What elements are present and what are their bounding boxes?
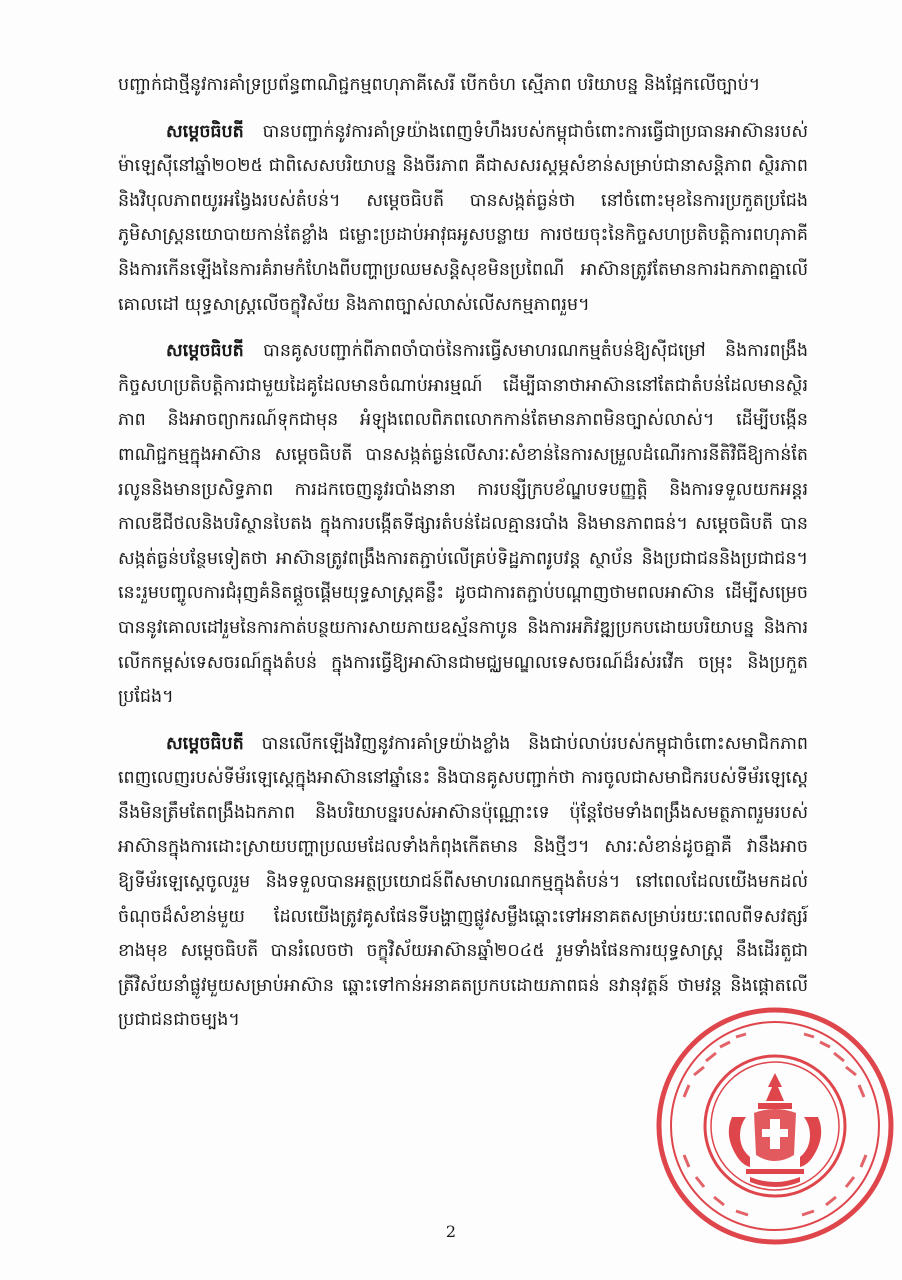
paragraph-4-lead: សម្តេចធិបតី [166, 733, 244, 754]
paragraph-2-lead: សម្តេចធិបតី [166, 121, 244, 142]
document-body [118, 68, 808, 1050]
page-number: 2 [445, 1222, 457, 1241]
paragraph-2-text: បានបញ្ជាក់នូវការគាំទ្រយ៉ាងពេញទំហឹងរបស់កម្ពុជាចំពោះការធ្វើជាប្រធានអាស៊ានរបស់ម៉ាឡេស៊ីនៅឆ្នាំ២០២៥ ជាពិសេសបរិយាបន្ន និងចីរភាព គឺជាសសរស្តម្ភសំខាន់សម្រាប់ជានាសន្តិភាព ស្ថិរភាព និងវិបុលភាពយូរអង្វែងរបស់តំបន់។ សម្តេចធិបតី បានសង្កត់ធ្ងន់ថា នៅចំពោះមុខនៃការប្រកួតប្រជែងភូមិសាស្ត្រនយោបាយកាន់តែខ្លាំង ជម្លោះប្រដាប់អាវុធអូសបន្លាយ ការថយចុះនៃកិច្ចសហប្រតិបត្តិការពហុភាគី និងការកើនឡើងនៃការគំរាមកំហែងពីបញ្ហាប្រឈមសន្តិសុខមិនប្រពៃណី អាស៊ានត្រូវតែមានការឯកភាពគ្នាលើគោលដៅ យុទ្ធសាស្ត្រលើចក្ខុវិស័យ និងភាពច្បាស់លាស់លើសកម្មភាពរួម។ [118, 121, 808, 315]
paragraph-3 [118, 334, 808, 715]
paragraph-1 [118, 68, 808, 103]
official-seal-stamp [654, 1005, 896, 1247]
paragraph-1-text: បញ្ជាក់ជាថ្មីនូវការគាំទ្រប្រព័ន្ធពាណិជ្ជកម្មពហុភាគីសេរី បើកចំហ ស្មើភាព បរិយាបន្ន និងផ្អែកលើច្បាប់។ [118, 75, 761, 95]
paragraph-2 [118, 115, 808, 323]
paragraph-4-text: បានលើកឡើងវិញនូវការគាំទ្រយ៉ាងខ្លាំង និងជាប់លាប់របស់កម្ពុជាចំពោះសមាជិកភាពពេញលេញរបស់ទីម័រឡេស្តេក្នុងអាស៊ាននៅឆ្នាំនេះ និងបានគូសបញ្ជាក់ថា ការចូលជាសមាជិករបស់ទីម័រឡេស្តេនឹងមិនត្រឹមតែពង្រឹងឯកភាព និងបរិយាបន្នរបស់អាស៊ានប៉ុណ្ណោះទេ ប៉ុន្តែថែមទាំងពង្រឹងសមត្ថភាពរួមរបស់អាស៊ានក្នុងការដោះស្រាយបញ្ហាប្រឈមដែលទាំងកំពុងកើតមាន និងថ្មីៗ។ សារៈសំខាន់ដូចគ្នាគឺ វានឹងអាចឱ្យទីម័រឡេស្តេចូលរួម និងទទួលបានអត្ថប្រយោជន៍ពីសមាហរណកម្មក្នុងតំបន់។ នៅពេលដែលយើងមកដល់ចំណុចដ៏សំខាន់មួយ ដែលយើងត្រូវគូសផែនទីបង្ហាញផ្លូវសម្លឹងឆ្ពោះទៅអនាគតសម្រាប់រយៈពេលពីទសវត្សរ៍ខាងមុខ សម្តេចធិបតី បានរំលេចថា ចក្ខុវិស័យអាស៊ានឆ្នាំ២០៤៥ រួមទាំងផែនការយុទ្ធសាស្ត្រ នឹងដើរតួជាត្រីវិស័យនាំផ្លូវមួយសម្រាប់អាស៊ាន ឆ្ពោះទៅកាន់អនាគតប្រកបដោយភាពធន់ នវានុវត្តន៍ ថាមវន្ត និងផ្តោតលើប្រជាជនជាចម្បង។ [118, 733, 808, 1031]
paragraph-4 [118, 727, 808, 1038]
paragraph-3-lead: សម្តេចធិបតី [166, 341, 244, 362]
paragraph-3-text: បានគូសបញ្ជាក់ពីភាពចាំបាច់នៃការធ្វើសមាហរណកម្មតំបន់ឱ្យស៊ីជម្រៅ និងការពង្រឹងកិច្ចសហប្រតិបត្តិការជាមួយដៃគូដែលមានចំណាប់អារម្មណ៍ ដើម្បីធានាថាអាស៊ាននៅតែជាតំបន់ដែលមានស្ថិរភាព និងអាចព្យាករណ៍ទុកជាមុន អំឡុងពេលពិភពលោកកាន់តែមានភាពមិនច្បាស់លាស់។ ដើម្បីបង្កើនពាណិជ្ជកម្មក្នុងអាស៊ាន សម្តេចធិបតី បានសង្កត់ធ្ងន់លើសារៈសំខាន់នៃការសម្រួលដំណើរការនីតិវិធីឱ្យកាន់តែរលូននិងមានប្រសិទ្ធភាព ការដកចេញនូវរបាំងនានា ការបន្សីក្របខ័ណ្ឌបទបញ្ញត្តិ និងការទទួលយកអន្តរកាលឌីជីថលនិងបរិស្ថានបៃតង ក្នុងការបង្កើតទីផ្សារតំបន់ដែលគ្មានរបាំង និងមានភាពធន់។ សម្តេចធិបតី បានសង្កត់ធ្ងន់បន្ថែមទៀតថា អាស៊ានត្រូវពង្រឹងការតភ្ជាប់លើគ្រប់ទិដ្ឋភាពរូបវន្ត ស្ថាប័ន និងប្រជាជននិងប្រជាជន។ នេះរួមបញ្ចូលការជំរុញគំនិតផ្តួចផ្តើមយុទ្ធសាស្ត្រគន្លឹះ ដូចជាការតភ្ជាប់បណ្តាញថាមពលអាស៊ាន ដើម្បីសម្រេចបាននូវគោលដៅរួមនៃការកាត់បន្ថយការសាយភាយឧស្ម័នកាបូន និងការអភិវឌ្ឍប្រកបដោយបរិយាបន្ន និងការលើកកម្ពស់ទេសចរណ៍ក្នុងតំបន់ ក្នុងការធ្វើឱ្យអាស៊ានជាមជ្ឈមណ្ឌលទេសចរណ៍ដ៏រស់រវើក ចម្រុះ និងប្រកួតប្រជែង។ [118, 341, 808, 708]
